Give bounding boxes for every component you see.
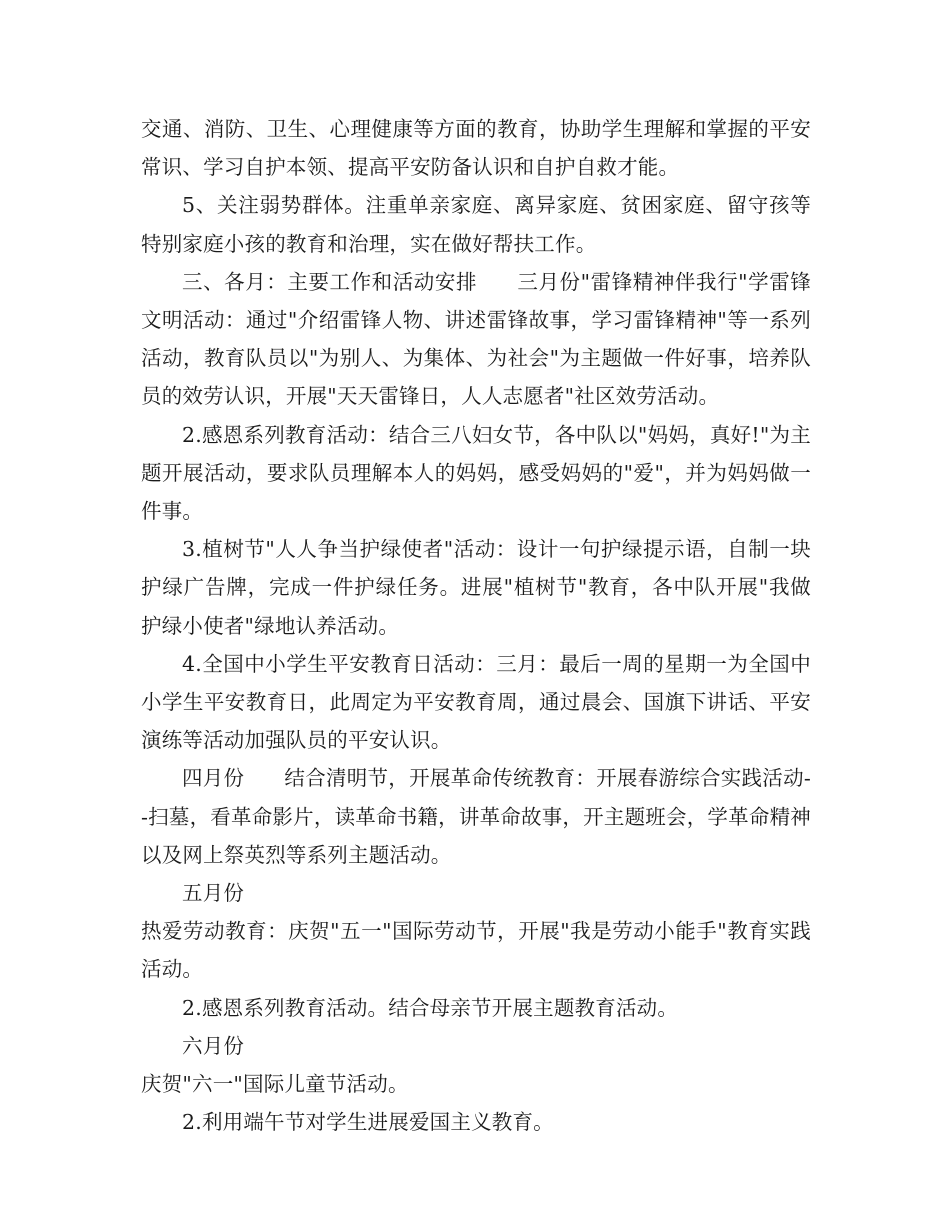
paragraph-mothers-day: 2.感恩系列教育活动。结合母亲节开展主题教育活动。 (182, 995, 679, 1020)
paragraph-childrens-day: 庆贺"六一"国际儿童节活动。 (141, 1072, 409, 1097)
section-heading-monthly-plan: 三、各月：主要工作和活动安排 (182, 269, 478, 294)
month-heading-april: 四月份 (182, 766, 245, 791)
paragraph-gratitude-womens-day: 2.感恩系列教育活动：结合三八妇女节，各中队以"妈妈，真好!"为主题开展活动，要求队员理解本人的妈妈，感受妈妈的"爱"，并为妈妈做一件事。 (141, 422, 811, 524)
month-heading-may: 五月份 (182, 881, 245, 906)
paragraph-arbor-day: 3.植树节"人人争当护绿使者"活动：设计一句护绿提示语，自制一块护绿广告牌，完成一件护绿任务。进展"植树节"教育，各中队开展"我做护绿小使者"绿地认养活动。 (141, 537, 811, 638)
paragraph-safety-day: 4.全国中小学生平安教育日活动：三月：最后一周的星期一为全国中小学生平安教育日，此周定为平安教育周，通过晨会、国旗下讲话、平安演练等活动加强队员的平安认识。 (141, 651, 811, 753)
march-lei-feng-activity: 三月份"雷锋精神伴我行"学雷锋文明活动：通过"介绍雷锋人物、讲述雷锋故事，学习雷锋精神"等一系列活动，教育队员以"为别人、为集体、为社会"为主题做一件好事，培养队员的效劳认识，开展"天天雷锋日，人人志愿者"社区效劳活动。 (141, 269, 811, 409)
document-body (141, 110, 811, 1141)
paragraph-labor-day: 热爱劳动教育：庆贺"五一"国际劳动节，开展"我是劳动小能手"教育实践活动。 (141, 919, 811, 982)
paragraph-march-plan (141, 263, 811, 416)
paragraph-dragon-boat: 2.利用端午节对学生进展爱国主义教育。 (182, 1110, 554, 1135)
paragraph-safety-education: 交通、消防、卫生、心理健康等方面的教育，协助学生理解和掌握的平安常识、学习自护本领、提高平安防备认识和自护自救才能。 (141, 117, 811, 180)
paragraph-april-plan (141, 759, 811, 874)
month-heading-june: 六月份 (182, 1033, 245, 1058)
paragraph-vulnerable-groups: 5、关注弱势群体。注重单亲家庭、离异家庭、贫困家庭、留守孩等特别家庭小孩的教育和治理，实在做好帮扶工作。 (141, 193, 811, 256)
april-qingming-activity: 结合清明节，开展革命传统教育：开展春游综合实践活动--扫墓，看革命影片，读革命书籍，讲革命故事，开主题班会，学革命精神以及网上祭英烈等系列主题活动。 (141, 766, 811, 867)
